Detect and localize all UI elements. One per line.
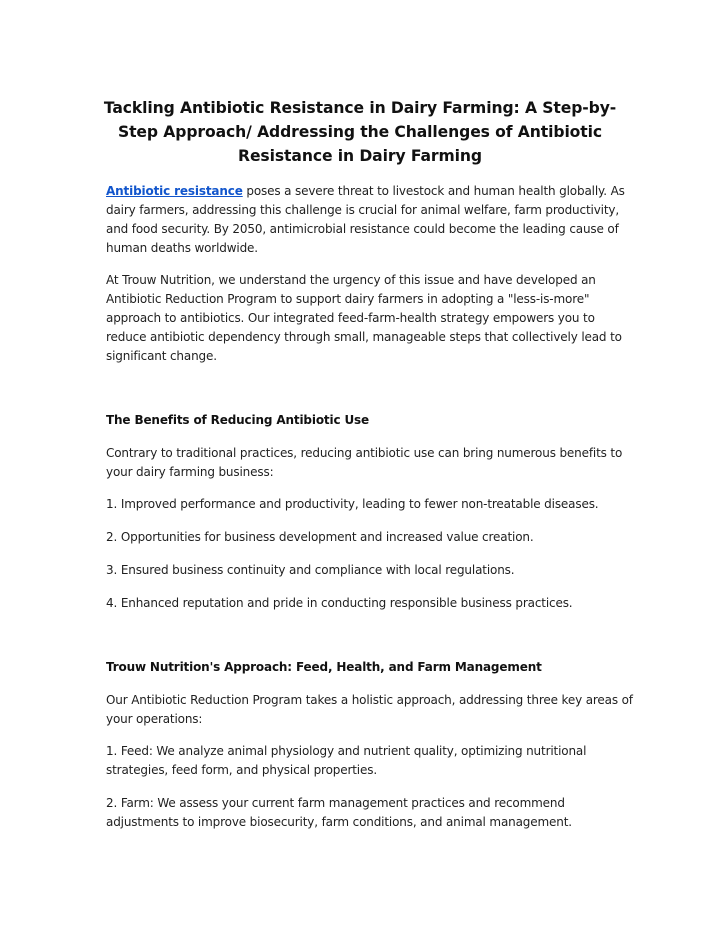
benefit-item: 2. Opportunities for business development and increased value creation. [106,530,534,544]
approach-item-feed: 1. Feed: We analyze animal physiology and nutrient quality, optimizing nutritional strategies, feed form, and physical properties. [106,744,587,777]
approach-heading: Trouw Nutrition's Approach: Feed, Health, and Farm Management [106,660,542,674]
benefit-item: 1. Improved performance and productivity, leading to fewer non-treatable diseases. [106,497,599,511]
benefit-item: 4. Enhanced reputation and pride in conducting responsible business practices. [106,596,573,610]
intro-paragraph-text: poses a severe threat to livestock and human health globally. As dairy farmers, addressing this challenge is crucial for animal welfare, farm productivity, and food security. By 2050, antimicrobial resistance could become the leading cause of human deaths worldwide. [106,184,625,255]
approach-intro: Our Antibiotic Reduction Program takes a holistic approach, addressing three key areas of your operations: [106,693,633,726]
approach-item-farm: 2. Farm: We assess your current farm management practices and recommend adjustments to improve biosecurity, farm conditions, and animal management. [106,796,572,829]
program-paragraph: At Trouw Nutrition, we understand the urgency of this issue and have developed an Antibiotic Reduction Program to support dairy farmers in adopting a "less-is-more" approach to antibiotics. Our integrated feed-farm-health strategy empowers you to reduce antibiotic dependency through small, manageable steps that collectively lead to significant change. [106,273,622,363]
benefit-item: 3. Ensured business continuity and compliance with local regulations. [106,563,515,577]
antibiotic-resistance-link[interactable]: Antibiotic resistance [106,184,243,198]
document-title: Tackling Antibiotic Resistance in Dairy Farming: A Step-by-Step Approach/ Addressing the Challenges of Antibiotic Resistance in Dairy Farming [103,99,617,165]
intro-paragraph [106,182,636,258]
benefits-intro: Contrary to traditional practices, reducing antibiotic use can bring numerous benefits to your dairy farming business: [106,446,623,479]
benefits-heading: The Benefits of Reducing Antibiotic Use [106,413,370,427]
